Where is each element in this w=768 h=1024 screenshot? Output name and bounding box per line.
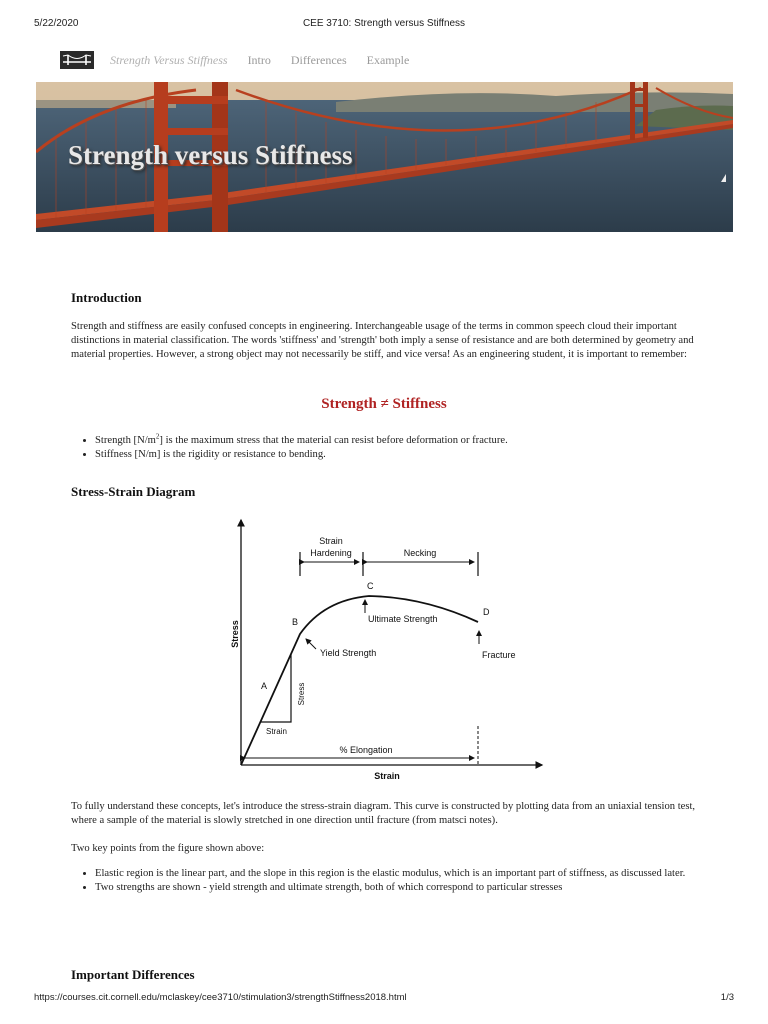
stress-strain-paragraph: To fully understand these concepts, let's introduce the stress-strain diagram. This curve is constructed by plotting data from an uniaxial tension test, where a sample of the material is slowly stretched in one direction until fracture (from matsci notes). bbox=[71, 801, 696, 826]
print-footer bbox=[0, 992, 768, 1006]
strain-hardening-label-2: Hardening bbox=[310, 548, 352, 558]
key-statement: Strength ≠ Stiffness bbox=[321, 396, 447, 412]
print-page-number: 1/3 bbox=[720, 992, 734, 1003]
list-item: • Elastic region is the linear part, and the slope in this region is the elastic modulus, which is an important part of stiffness, as discussed later. bbox=[95, 867, 697, 881]
yield-strength-label: Yield Strength bbox=[320, 648, 377, 658]
nav-example-link[interactable]: Example bbox=[366, 52, 410, 67]
definition-list bbox=[71, 434, 697, 462]
y-axis-label: Stress bbox=[230, 620, 240, 648]
x-axis-label: Strain bbox=[374, 771, 400, 781]
list-item: • Strength $[N/m^2]$ is the maximum stress that the material can resist before deformation or fracture. bbox=[95, 434, 697, 448]
list-item: • Stiffness [N/m] is the rigidity or resistance to bending. bbox=[95, 448, 697, 462]
key-points-list bbox=[71, 867, 697, 895]
strain-hardening-label-1: Strain bbox=[319, 536, 343, 546]
introduction-heading: Introduction bbox=[71, 290, 142, 305]
necking-label: Necking bbox=[403, 548, 437, 558]
point-c-label: C bbox=[367, 581, 374, 591]
key-points-intro: Two key points from the figure shown above: bbox=[71, 843, 265, 854]
main-content bbox=[71, 0, 697, 1000]
point-a-label: A bbox=[261, 681, 268, 691]
print-title: CEE 3710: Strength versus Stiffness bbox=[302, 18, 466, 29]
nav-intro-link[interactable]: Intro bbox=[247, 52, 271, 67]
ultimate-strength-label: Ultimate Strength bbox=[368, 614, 438, 624]
stress-strain-diagram bbox=[224, 512, 554, 784]
triangle-stress-label: Stress bbox=[297, 682, 306, 706]
stress-strain-heading: Stress-Strain Diagram bbox=[71, 484, 196, 499]
differences-heading: Important Differences bbox=[71, 967, 195, 982]
elongation-label: % Elongation bbox=[339, 745, 393, 755]
introduction-paragraph: Strength and stiffness are easily confused concepts in engineering. Interchangeable usage of the terms in common speech cloud their important distinctions in material classification. The words 'stiffness' and 'strength' both imply a sense of resistance and are both determined by geometry and material properties. However, a strong object may not necessarily be stiff, and vice versa! As an engineering student, it is important to remember: bbox=[71, 321, 694, 360]
fracture-label: Fracture bbox=[482, 650, 516, 660]
point-b-label: B bbox=[292, 617, 299, 627]
point-d-label: D bbox=[483, 607, 490, 617]
hero-title: Strength versus Stiffness bbox=[68, 140, 353, 170]
stress-strain-curve bbox=[241, 596, 478, 765]
list-item: • Two strengths are shown - yield strength and ultimate strength, both of which correspond to particular stresses bbox=[95, 881, 697, 895]
yield-arrow bbox=[306, 639, 316, 649]
print-date: 5/22/2020 bbox=[34, 18, 79, 29]
triangle-strain-label: Strain bbox=[266, 727, 287, 736]
print-url: https://courses.cit.cornell.edu/mclaskey/cee3710/stimulation3/strengthStiffness2018.html bbox=[34, 992, 407, 1003]
nav-differences-link[interactable]: Differences bbox=[290, 52, 347, 67]
nav-brand-link[interactable]: Strength Versus Stiffness bbox=[110, 52, 228, 67]
